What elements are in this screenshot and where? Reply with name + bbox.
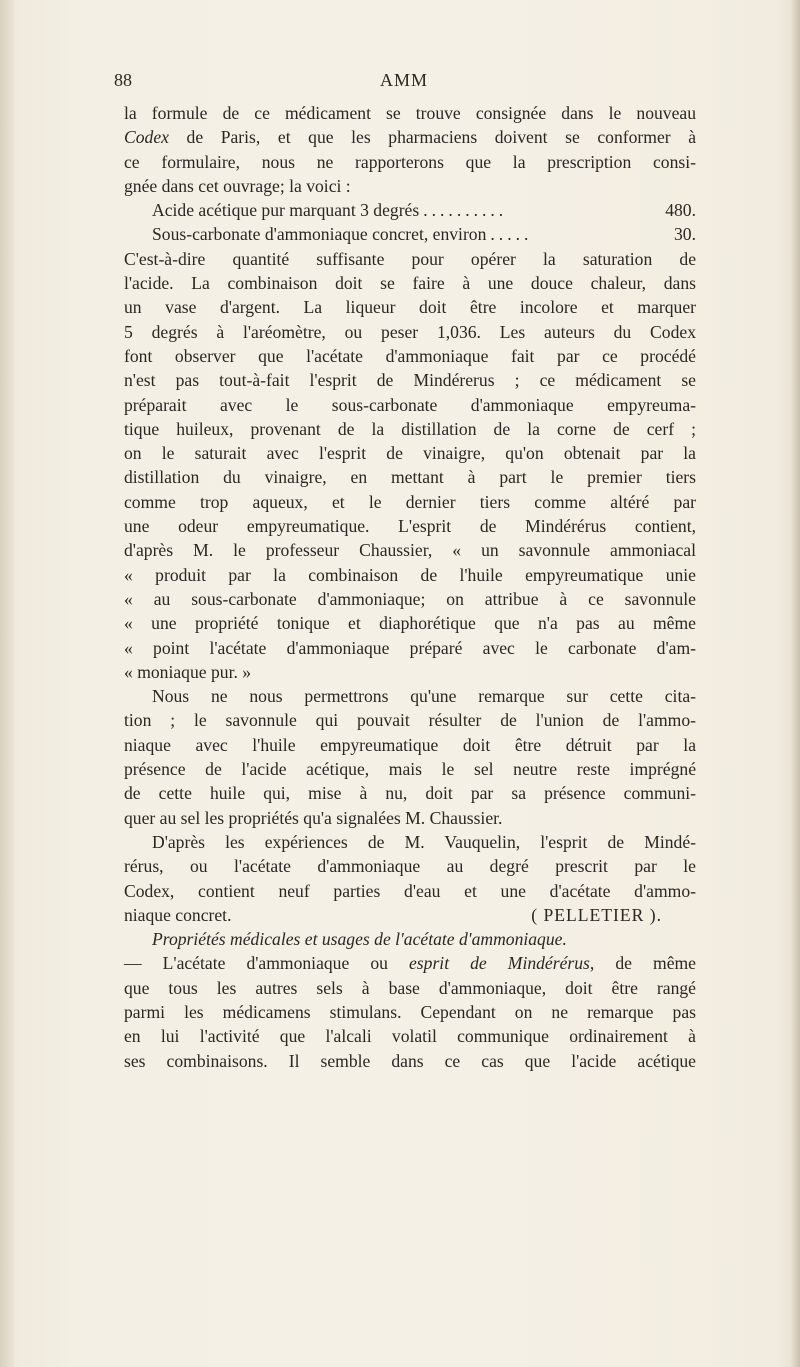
quote-line: « une propriété tonique et diaphorétique que n'a pas au même: [124, 613, 696, 634]
text-line: d'après M. le professeur Chaussier, « un savonnule ammoniacal: [124, 540, 696, 561]
recipe-item-acid: [124, 198, 696, 222]
text-line: l'acide. La combinaison doit se faire à une douce chaleur, dans: [124, 273, 696, 294]
text-line: préparait avec le sous-carbonate d'ammoniaque empyreuma-: [124, 394, 696, 415]
text-line: D'après les expériences de M. Vauquelin, l'esprit de Mindé-: [152, 831, 696, 852]
recipe-item-carbonate: [124, 222, 696, 246]
text-line: Nous ne nous permettrons qu'une remarque sur cette cita-: [152, 686, 696, 707]
text-line: distillation du vinaigre, en mettant à part le premier tiers: [124, 467, 696, 488]
quote-line: « produit par la combinaison de l'huile empyreumatique unie: [124, 564, 696, 585]
text-line: présence de l'acide acétique, mais le sel neutre reste imprégné: [124, 759, 696, 780]
text-line: quer au sel les propriétés qu'a signalées M. Chaussier.: [124, 807, 503, 828]
text-line: — L'acétate d'ammoniaque ou esprit de Mindérérus, de même: [124, 953, 696, 974]
page-gutter-shadow: [0, 0, 14, 1367]
recipe-quantity: 30.: [674, 224, 696, 245]
recipe-ingredient: Sous-carbonate d'ammoniaque concret, environ: [152, 224, 487, 245]
text-line: ses combinaisons. Il semble dans ce cas que l'acide acétique: [124, 1050, 696, 1071]
text-line: que tous les autres sels à base d'ammoniaque, doit être rangé: [124, 977, 696, 998]
text-line: de cette huile qui, mise à nu, doit par sa présence communi-: [124, 783, 696, 804]
recipe-ingredient: Acide acétique pur marquant 3 degrés: [152, 200, 420, 221]
running-head: AMM: [379, 70, 428, 90]
section-heading: Propriétés médicales et usages de l'acétate d'ammoniaque.: [152, 929, 567, 950]
term-mindererus: esprit de Mindérérus: [409, 953, 590, 974]
codex-title: Codex: [124, 127, 169, 148]
text-line: ce formulaire, nous ne rapporterons que la prescription consi-: [124, 151, 696, 172]
page-header: [114, 70, 694, 96]
text-line: tique huileux, provenant de la distillation de la corne de cerf ;: [124, 418, 696, 439]
text-line: gnée dans cet ouvrage; la voici :: [124, 175, 351, 196]
text-line: tion ; le savonnule qui pouvait résulter de l'union de l'ammo-: [124, 710, 696, 731]
text-line: font observer que l'acétate d'ammoniaque fait par ce procédé: [124, 345, 696, 366]
text-line: n'est pas tout-à-fait l'esprit de Mindérerus ; ce médicament se: [124, 370, 696, 391]
text-line: Codex de Paris, et que les pharmaciens doivent se conformer à: [124, 127, 696, 148]
leader-dots: .....: [490, 224, 533, 245]
recipe-quantity: 480.: [665, 200, 696, 221]
text-line: en lui l'activité que l'alcali volatil communique ordinairement à: [124, 1026, 696, 1047]
text-line: on le saturait avec l'esprit de vinaigre, qu'on obtenait par la: [124, 443, 696, 464]
text-line: C'est-à-dire quantité suffisante pour opérer la saturation de: [124, 248, 696, 269]
text-line: rérus, ou l'acétate d'ammoniaque au degré prescrit par le: [124, 856, 696, 877]
text-line: la formule de ce médicament se trouve consignée dans le nouveau: [124, 103, 696, 123]
text-line: niaque avec l'huile empyreumatique doit être détruit par la: [124, 734, 696, 755]
text-line: un vase d'argent. La liqueur doit être incolore et marquer: [124, 297, 696, 318]
leader-dots: ..........: [423, 200, 508, 221]
text-line: une odeur empyreumatique. L'esprit de Mindérérus contient,: [124, 516, 696, 537]
text-line: parmi les médicamens stimulans. Cependant on ne remarque pas: [124, 1001, 696, 1022]
quote-line: « au sous-carbonate d'ammoniaque; on attribue à ce savonnule: [124, 588, 696, 609]
text-line: niaque concret.: [124, 904, 232, 925]
text-line: 5 degrés à l'aréomètre, ou peser 1,036. Les auteurs du Codex: [124, 321, 696, 342]
signature-line: [124, 903, 696, 927]
quote-line: « moniaque pur. »: [124, 661, 252, 682]
quote-line: « point l'acétate d'ammoniaque préparé avec le carbonate d'am-: [124, 637, 696, 658]
text-line: comme trop aqueux, et le dernier tiers comme altéré par: [124, 491, 696, 512]
author-signature: ( PELLETIER ).: [531, 904, 662, 925]
body-text: [124, 101, 696, 1073]
text-line: Codex, contient neuf parties d'eau et une d'acétate d'ammo-: [124, 880, 696, 901]
page-edge-shadow: [790, 0, 800, 1367]
page-number: 88: [114, 70, 132, 90]
